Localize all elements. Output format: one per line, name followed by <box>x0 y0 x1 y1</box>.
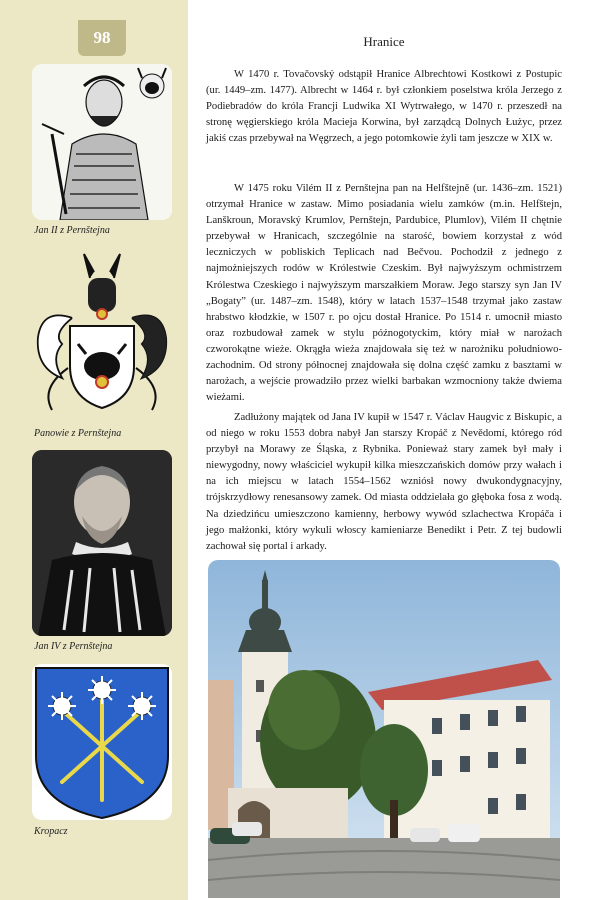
coat-of-arms-kropacz-image <box>32 664 172 820</box>
paragraph-2: W 1475 roku Vilém II z Pernštejna pan na Helfštejně (ur. 1436–zm. 1521) otrzymał Hranice w zastaw. Mimo posiadania wielu zamków (m.in. Helfštejn, Lanškroun, Moravský Krumlov, Pernštejn, Pardubice, Plumlov), Vilém II chętnie przebywał w Hranicach, szczególnie na starość, bowiem korzystał z wód leczniczych w pobliskich Teplicach nad Bečvou. Pochodził z jednego z najmożniejszych rodów w Królestwie Czeskim. Był najwyższym ochmistrzem Królestwa Czeskiego i najwyższym marszałkiem Moraw. Jego starszy syn Jan IV „Bogaty” (ur. 1487–zm. 1548), który w latach 1537–1548 trzymał jako zastaw hrabstwo kłodzkie, w 1507 r. po ojcu dostał Hranice. Po 1514 r. umocnił miasto oraz rozbudował zamek w stylu późnogotyckim, który miał w narożach czworokątne wieże. Okrągła wieża znajdowała się też w narożniku południowo-zachodnim. Od strony północnej znajdowała się dolna część zamku z basztami w narożach, a wejście prowadziło przez wielki barbakan wzmocniony także dwiema wieżami. <box>206 183 562 404</box>
page-number: 98 <box>78 20 126 56</box>
castle-photo <box>208 560 560 898</box>
caption-jan4: Jan IV z Pernštejna <box>34 641 113 652</box>
coat-of-arms-pernstejn-image <box>32 248 172 420</box>
paragraph-1: W 1470 r. Tovačovský odstąpił Hranice Albrechtowi Kostkowi z Postupic (ur. 1449–zm. 1477). Albrecht w 1464 r. był członkiem poselstwa króla Jerzego z Podiebradów do króla Francji Ludwika XI Wytrwałego, w 1470 r. przeszedł na stronę węgierskiego króla Macieja Korwina, był zarządcą Dolnych Łużyc, przez jakiś czas przebywał na Węgrzech, a jego potomkowie żyli tam jeszcze w XIX w. <box>206 69 562 145</box>
caption-jan2: Jan II z Pernštejna <box>34 225 110 236</box>
woodcut-portrait-image <box>32 64 172 220</box>
caption-kropacz: Kropacz <box>34 826 68 837</box>
portrait-jan4-image <box>32 450 172 636</box>
page-title: Hranice <box>363 34 405 49</box>
paragraph-3: Zadłużony majątek od Jana IV kupił w 1547 r. Václav Haugvic z Biskupic, a od niego w roku 1553 dobra nabył Jan starszy Kropáč z Nevědomí, którego ród przybył na Morawy ze Śląska, z Rybnika. Ponieważ stary zamek był mały i niewygodny, nowy właściciel wykupił kilka mieszczańskich domów przy wałach i na ich miejscu w latach 1554–1562 wzniósł nowy dwukondygnacyjny, trójskrzydłowy renesansowy zamek. Od miasta oddzielała go głęboka fosa z wodą. Na dziedzińcu umieszczono kamienny, herbowy wywód szlachectwa Kropáča i jego małżonki, który wykuli włoscy kamieniarze Benedikt i Petr. Z tej budowli zachował się portal i arkady. <box>206 412 562 552</box>
caption-panowie: Panowie z Pernštejna <box>34 428 122 439</box>
